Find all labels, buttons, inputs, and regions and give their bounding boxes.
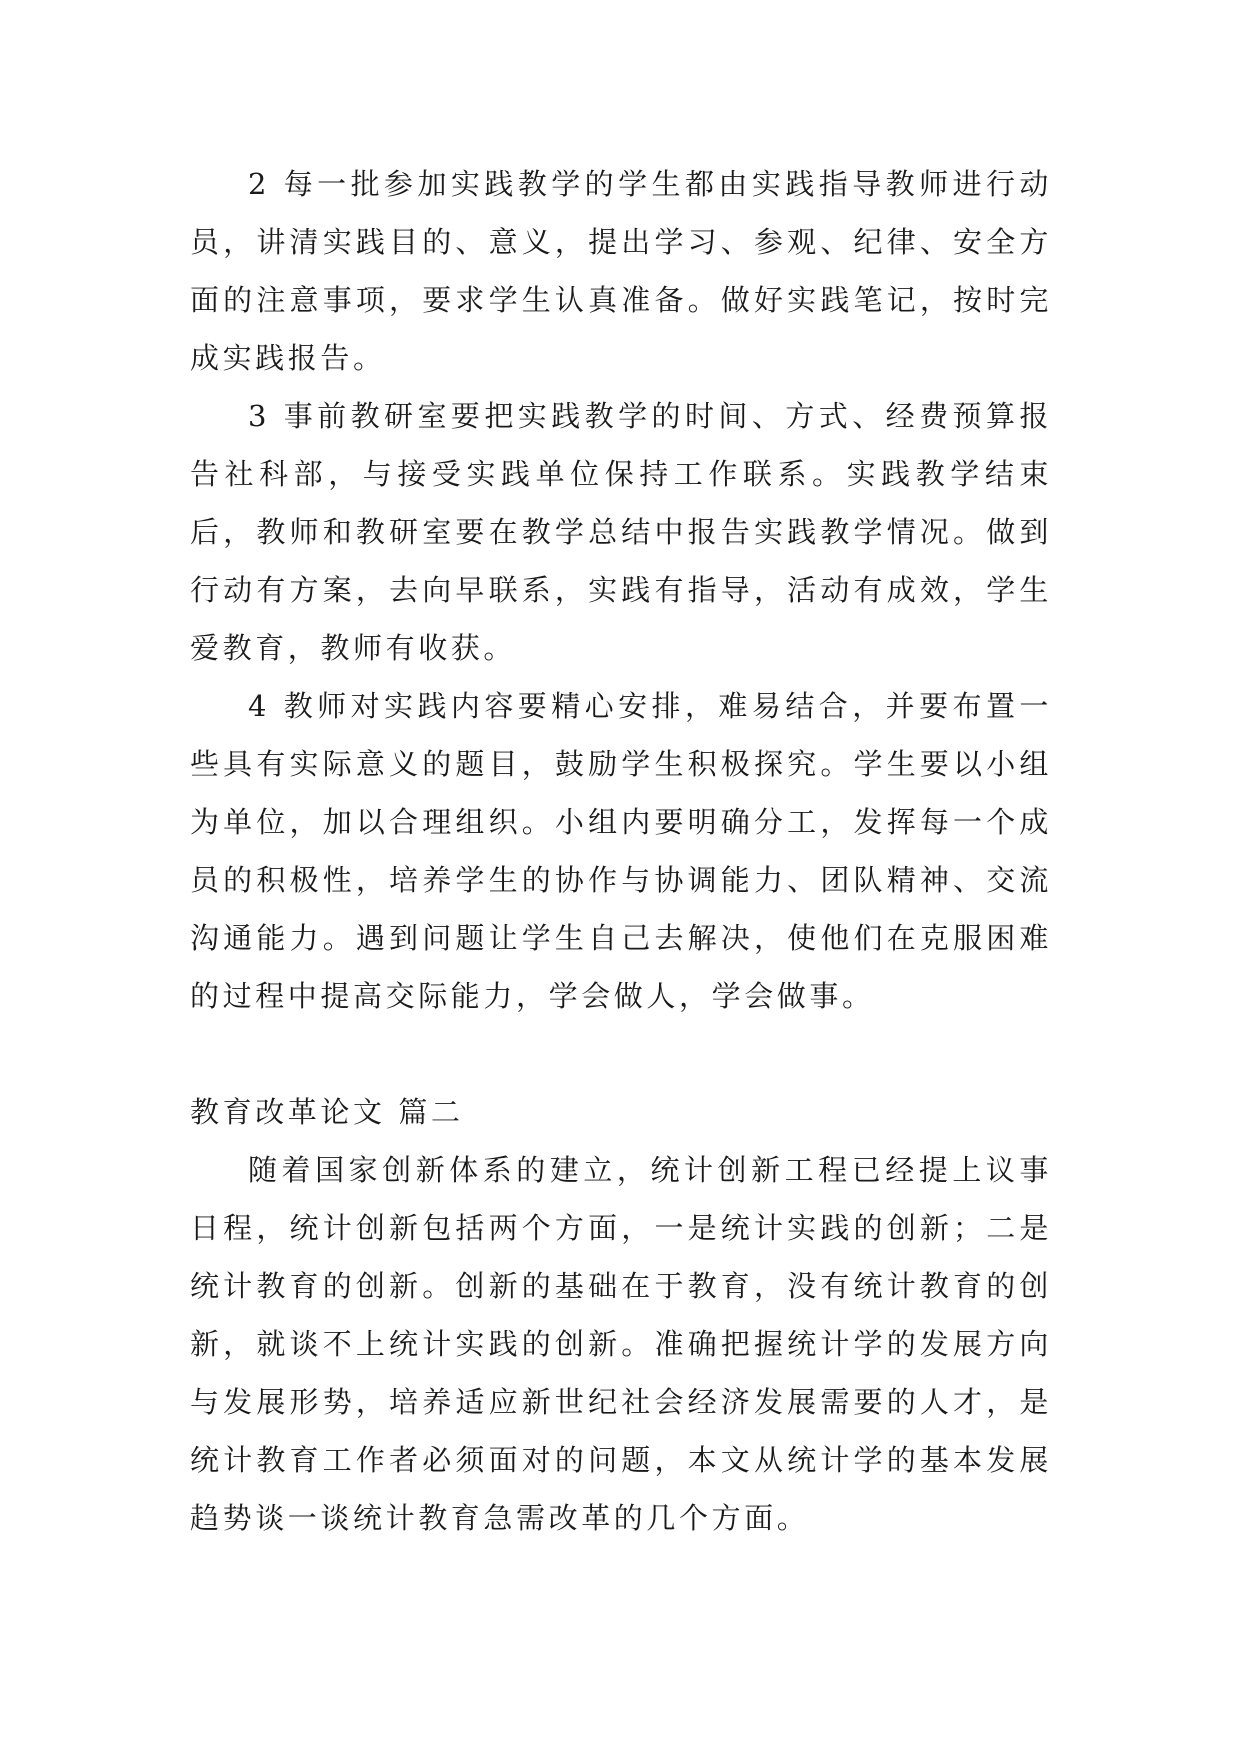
document-body	[190, 155, 1052, 1547]
paragraph-item-2: 2 每一批参加实践教学的学生都由实践指导教师进行动员，讲清实践目的、意义，提出学习、参观、纪律、安全方面的注意事项，要求学生认真准备。做好实践笔记，按时完成实践报告。	[190, 167, 1052, 375]
paragraph-intro: 随着国家创新体系的建立，统计创新工程已经提上议事日程，统计创新包括两个方面，一是统计实践的创新；二是统计教育的创新。创新的基础在于教育，没有统计教育的创新，就谈不上统计实践的创新。准确把握统计学的发展方向与发展形势，培养适应新世纪社会经济发展需要的人才，是统计教育工作者必须面对的问题，本文从统计学的基本发展趋势谈一谈统计教育急需改革的几个方面。	[190, 1153, 1052, 1535]
paragraph-item-3: 3 事前教研室要把实践教学的时间、方式、经费预算报告社科部，与接受实践单位保持工作联系。实践教学结束后，教师和教研室要在教学总结中报告实践教学情况。做到行动有方案，去向早联系，实践有指导，活动有成效，学生爱教育，教师有收获。	[190, 399, 1052, 665]
paragraph-item-4: 4 教师对实践内容要精心安排，难易结合，并要布置一些具有实际意义的题目，鼓励学生积极探究。学生要以小组为单位，加以合理组织。小组内要明确分工，发挥每一个成员的积极性，培养学生的协作与协调能力、团队精神、交流沟通能力。遇到问题让学生自己去解决，使他们在克服困难的过程中提高交际能力，学会做人，学会做事。	[190, 689, 1052, 1013]
section-heading: 教育改革论文 篇二	[190, 1095, 464, 1129]
